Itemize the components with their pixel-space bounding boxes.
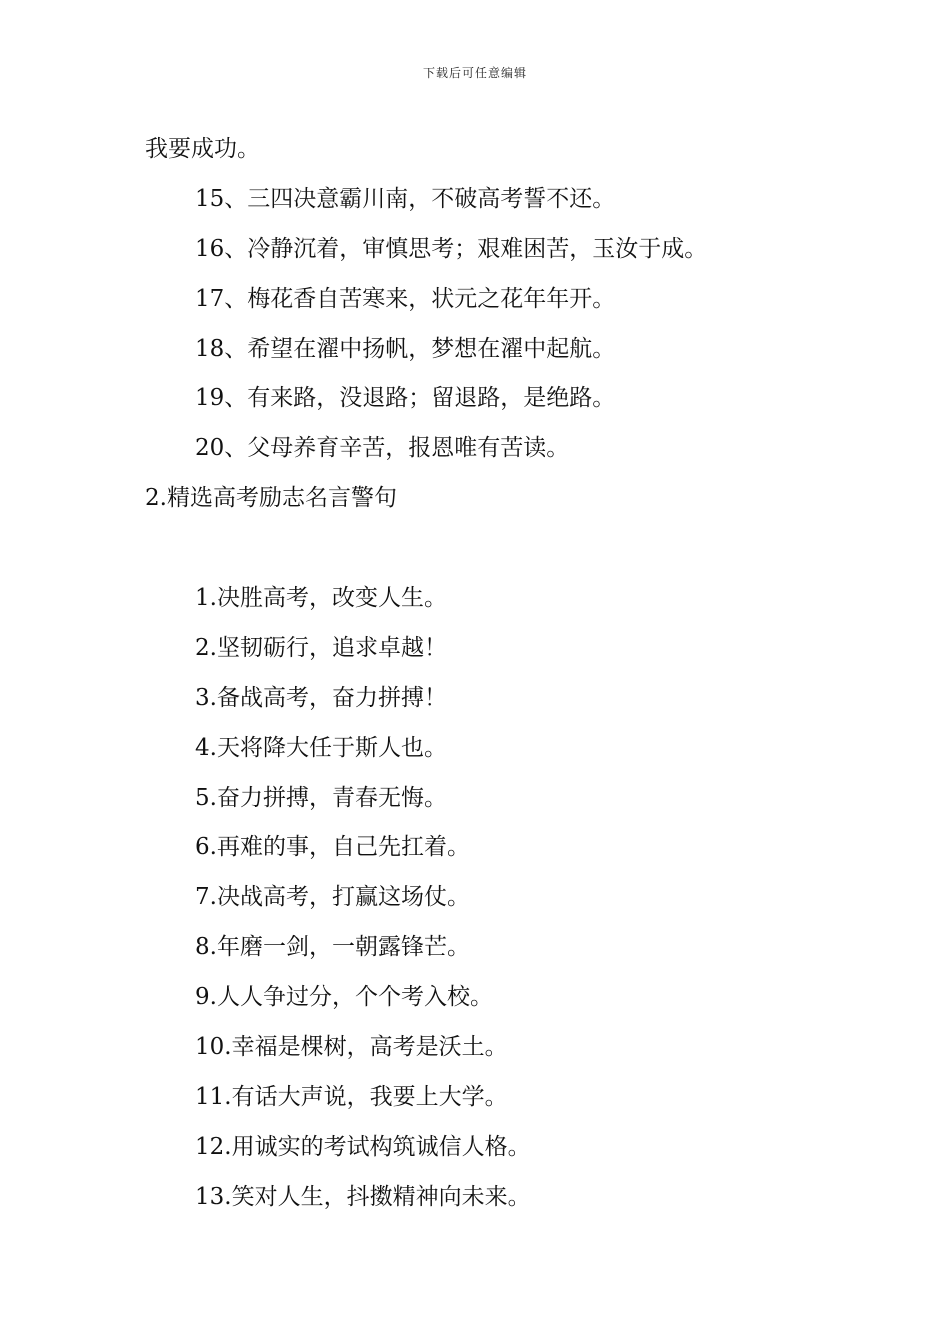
list-item: 12.用诚实的考试构筑诚信人格。: [195, 1133, 531, 1160]
list-item: 19、有来路，没退路；留退路，是绝路。: [195, 385, 616, 412]
list-item: 13.笑对人生，抖擞精神向未来。: [195, 1183, 531, 1210]
page-header: 下载后可任意编辑: [422, 66, 527, 80]
list-item: 18、希望在濯中扬帆，梦想在濯中起航。: [195, 335, 616, 362]
document-body: [145, 125, 845, 1223]
blank-line: [145, 524, 845, 574]
list-item: 6.再难的事，自己先扛着。: [195, 834, 470, 861]
section-heading: 2.精选高考励志名言警句: [145, 485, 397, 512]
list-item: 3.备战高考，奋力拼搏！: [195, 684, 447, 711]
list-item: 1.决胜高考，改变人生。: [195, 585, 447, 612]
list-item: 17、梅花香自苦寒来，状元之花年年开。: [195, 285, 616, 312]
list-item: 5.奋力拼搏，青春无悔。: [195, 784, 447, 811]
list-item: 16、冷静沉着，审慎思考；艰难困苦，玉汝于成。: [195, 235, 708, 262]
slogan-list-1: [145, 175, 845, 474]
list-item: 9.人人争过分，个个考入校。: [195, 984, 493, 1011]
continuation-line: 我要成功。: [145, 136, 260, 162]
list-item: 15、三四决意霸川南，不破高考誓不还。: [195, 185, 616, 212]
list-item: 11.有话大声说，我要上大学。: [195, 1083, 508, 1110]
list-item: 2.坚韧砺行，追求卓越！: [195, 634, 447, 661]
list-item: 8.年磨一剑，一朝露锋芒。: [195, 934, 470, 961]
list-item: 20、父母养育辛苦，报恩唯有苦读。: [195, 435, 570, 462]
list-item: 7.决战高考，打赢这场仗。: [195, 884, 470, 911]
slogan-list-2: [145, 574, 845, 1223]
list-item: 4.天将降大任于斯人也。: [195, 734, 447, 761]
list-item: 10.幸福是棵树，高考是沃土。: [195, 1034, 508, 1061]
